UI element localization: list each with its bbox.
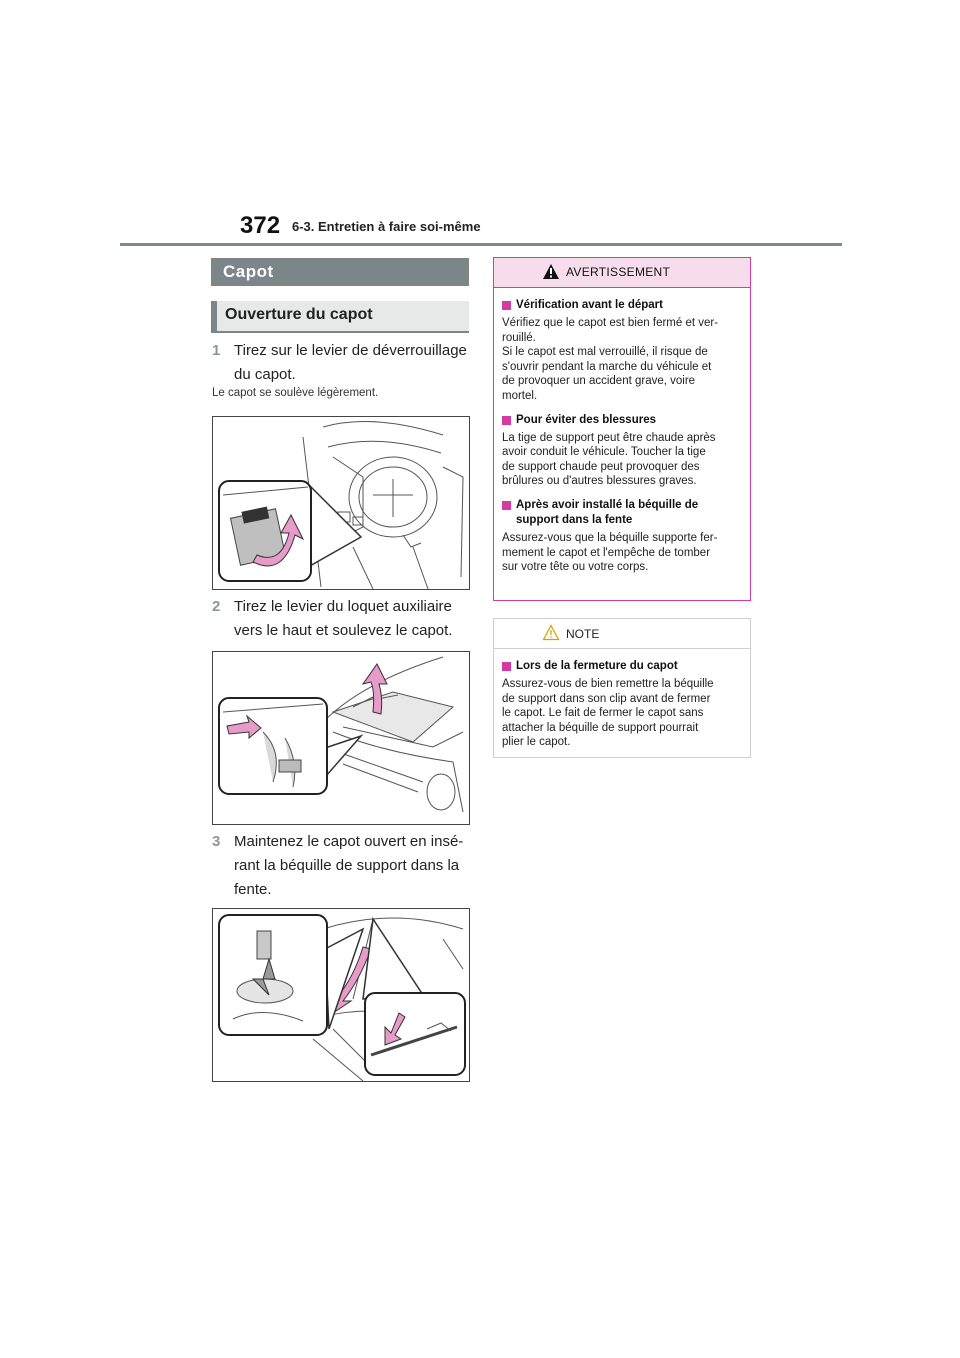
figure-support-rod <box>212 908 470 1082</box>
subsection-title: Ouverture du capot <box>225 306 373 323</box>
note-item-title: Lors de la fermeture du capot <box>502 659 742 674</box>
step-number: 1 <box>212 342 221 359</box>
warning-title: AVERTISSEMENT <box>566 265 671 279</box>
subsection-title-bar <box>211 301 469 333</box>
step-text: Tirez le levier du loquet auxiliaire vers le haut et soulevez le capot. <box>234 598 453 639</box>
zoom-callout <box>219 481 361 581</box>
running-head: 6-3. Entretien à faire soi-même <box>292 219 481 234</box>
figure-hood-release-lever <box>212 416 470 590</box>
header-rule <box>120 243 842 246</box>
warning-item-text: Vérifiez que le capot est bien fermé et ver- rouillé. Si le capot est mal verrouillé, il risque de s'ouvrir pendant la marche du véhicule et de provoquer un accident grave, voire mortel. <box>502 317 719 402</box>
note-item-text: Assurez-vous de bien remettre la béquille de support dans son clip avant de fermer le capot. Le fait de fermer le capot sans attacher la béquille de support pourrait plier le capot. <box>502 678 714 749</box>
warning-item-title: Pour éviter des blessures <box>502 413 742 428</box>
step-1 <box>212 339 472 387</box>
figure-auxiliary-latch <box>212 651 470 825</box>
warning-item-title: Après avoir installé la béquille de support dans la fente <box>502 498 742 528</box>
step-text: Tirez sur le levier de déverrouillage du capot. <box>234 342 467 383</box>
warning-box <box>493 257 751 601</box>
warning-header <box>494 258 750 288</box>
step-number: 2 <box>212 598 221 615</box>
page-number: 372 <box>240 212 281 239</box>
warning-item-text: Assurez-vous que la béquille supporte fer- mement le capot et l'empêche de tomber sur votre tête ou votre corps. <box>502 531 718 574</box>
warning-item-text: La tige de support peut être chaude après avoir conduit le véhicule. Toucher la tige de support chaude peut provoquer des brûlures ou d'autres blessures graves. <box>502 431 716 488</box>
zoom-callout-right <box>363 919 465 1075</box>
step-1-note: Le capot se soulève légèrement. <box>212 387 379 399</box>
note-box <box>493 618 751 758</box>
section-title: Capot <box>223 262 274 281</box>
step-3 <box>212 830 472 902</box>
note-header <box>494 619 750 649</box>
zoom-callout-left <box>219 915 363 1035</box>
section-title-bar <box>211 258 469 286</box>
warning-triangle-icon <box>542 263 560 280</box>
caution-triangle-icon <box>542 624 560 641</box>
step-2 <box>212 595 472 643</box>
step-text: Maintenez le capot ouvert en insé- rant la béquille de support dans la fente. <box>234 833 464 898</box>
note-title: NOTE <box>566 627 600 641</box>
step-number: 3 <box>212 833 221 850</box>
warning-item-title: Vérification avant le départ <box>502 298 742 313</box>
